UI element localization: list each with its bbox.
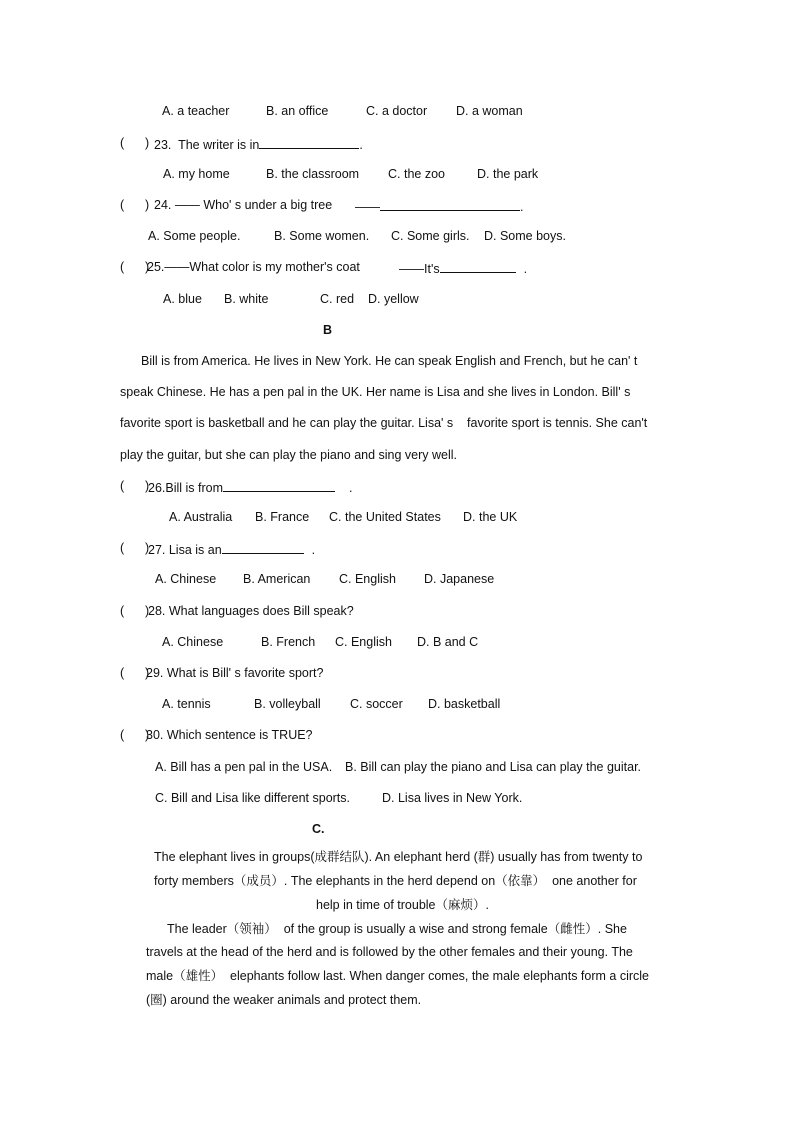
q22-option-b: B. an office xyxy=(266,104,329,118)
section-b-heading: B xyxy=(323,323,333,337)
q29-option-d: D. basketball xyxy=(428,697,501,711)
passage-b-line-3: favorite sport is basketball and he can play the guitar. Lisa' s favorite sport is tennis. She can't xyxy=(120,416,648,430)
q28-answer-paren: ( ) xyxy=(120,604,150,618)
passage-c-p1-line-2: forty members（成员）. The elephants in the herd depend on（依靠） one another for xyxy=(154,874,637,888)
q26-end: . xyxy=(349,481,353,495)
q25-option-a: A. blue xyxy=(163,292,202,306)
q24-end: . xyxy=(520,200,524,214)
q28-stem: 28. What languages does Bill speak? xyxy=(148,604,354,618)
q28-option-b: B. French xyxy=(261,635,316,649)
q26-option-d: D. the UK xyxy=(463,510,518,524)
q23-end: . xyxy=(359,138,363,152)
q28-option-c: C. English xyxy=(335,635,392,649)
passage-c-p2-line-2: travels at the head of the herd and is followed by the other females and their young. The xyxy=(146,945,633,959)
q22-option-c: C. a doctor xyxy=(366,104,428,118)
q26-option-b: B. France xyxy=(255,510,310,524)
q23-blank xyxy=(259,137,359,149)
q27-stem-text: 27. Lisa is an xyxy=(148,543,222,557)
q24-option-c: C. Some girls. xyxy=(391,229,470,243)
q25-stem: 25.——What color is my mother's coat xyxy=(147,260,360,274)
q27-option-b: B. American xyxy=(243,572,311,586)
q25-blank xyxy=(440,261,516,273)
passage-c-p1-line-3: help in time of trouble（麻烦）. xyxy=(316,898,489,912)
q23-option-c: C. the zoo xyxy=(388,167,445,181)
q24-blank xyxy=(380,199,520,211)
q22-option-d: D. a woman xyxy=(456,104,523,118)
passage-c-p2-line-4: (圈) around the weaker animals and protect them. xyxy=(146,993,422,1007)
q24-option-a: A. Some people. xyxy=(148,229,241,243)
q28-option-d: D. B and C xyxy=(417,635,479,649)
q25-end: . xyxy=(523,262,528,276)
q29-option-a: A. tennis xyxy=(162,697,211,711)
q24-option-d: D. Some boys. xyxy=(484,229,566,243)
q24-dash: —— xyxy=(355,200,380,214)
q24-stem: 24. —— Who' s under a big tree xyxy=(154,198,333,212)
q26-blank xyxy=(223,480,335,492)
q30-answer-paren: ( ) xyxy=(120,728,150,742)
passage-b-line-2: speak Chinese. He has a pen pal in the UK. Her name is Lisa and she lives in London. Bill' s xyxy=(120,385,631,399)
passage-b-line-4: play the guitar, but she can play the piano and sing very well. xyxy=(120,448,458,462)
q30-option-b: B. Bill can play the piano and Lisa can play the guitar. xyxy=(345,760,642,774)
q26-option-a: A. Australia xyxy=(169,510,233,524)
q28-option-a: A. Chinese xyxy=(162,635,224,649)
passage-c-p2-line-1: The leader（领袖） of the group is usually a wise and strong female（雌性）. She xyxy=(167,922,627,936)
section-c-heading: C. xyxy=(312,822,325,836)
q29-answer-paren: ( ) xyxy=(120,666,150,680)
q23-option-d: D. the park xyxy=(477,167,539,181)
q29-option-b: B. volleyball xyxy=(254,697,321,711)
q30-stem: 30. Which sentence is TRUE? xyxy=(146,728,313,742)
q27-answer-paren: ( ) xyxy=(120,541,150,555)
q27-option-d: D. Japanese xyxy=(424,572,495,586)
passage-c-p1-line-1: The elephant lives in groups(成群结队). An elephant herd (群) usually has from twenty to xyxy=(154,850,643,864)
q23-stem-text: 23. The writer is in xyxy=(154,138,260,152)
q23-stem xyxy=(154,137,363,152)
q25-option-c: C. red xyxy=(320,292,355,306)
q23-answer-paren: ( ) xyxy=(120,136,150,150)
q29-option-c: C. soccer xyxy=(350,697,403,711)
q25-option-d: D. yellow xyxy=(368,292,419,306)
q27-blank xyxy=(222,542,304,554)
q22-option-a: A. a teacher xyxy=(162,104,230,118)
q25-answer-paren: ( ) xyxy=(120,260,150,274)
passage-b-line-1: Bill is from America. He lives in New York. He can speak English and French, but he can' t xyxy=(141,354,638,368)
q30-option-a: A. Bill has a pen pal in the USA. xyxy=(155,760,333,774)
q27-option-c: C. English xyxy=(339,572,396,586)
q26-stem xyxy=(148,480,353,495)
passage-c-p2-line-3: male（雄性） elephants follow last. When danger comes, the male elephants form a circle xyxy=(146,969,650,983)
q30-option-d: D. Lisa lives in New York. xyxy=(382,791,523,805)
q24-answer-paren: ( ) xyxy=(120,198,150,212)
q23-option-a: A. my home xyxy=(163,167,230,181)
q26-answer-paren: ( ) xyxy=(120,479,150,493)
q27-end: . xyxy=(311,543,316,557)
q25-response xyxy=(399,261,527,276)
q24-response xyxy=(355,199,523,214)
q27-stem xyxy=(148,542,315,557)
q27-option-a: A. Chinese xyxy=(155,572,217,586)
q29-stem: 29. What is Bill' s favorite sport? xyxy=(146,666,324,680)
q25-option-b: B. white xyxy=(224,292,269,306)
q24-option-b: B. Some women. xyxy=(274,229,370,243)
q30-option-c: C. Bill and Lisa like different sports. xyxy=(155,791,351,805)
q26-stem-text: 26.Bill is from xyxy=(148,481,224,495)
q25-dash: ——It's xyxy=(399,262,440,276)
q26-option-c: C. the United States xyxy=(329,510,441,524)
q23-option-b: B. the classroom xyxy=(266,167,360,181)
